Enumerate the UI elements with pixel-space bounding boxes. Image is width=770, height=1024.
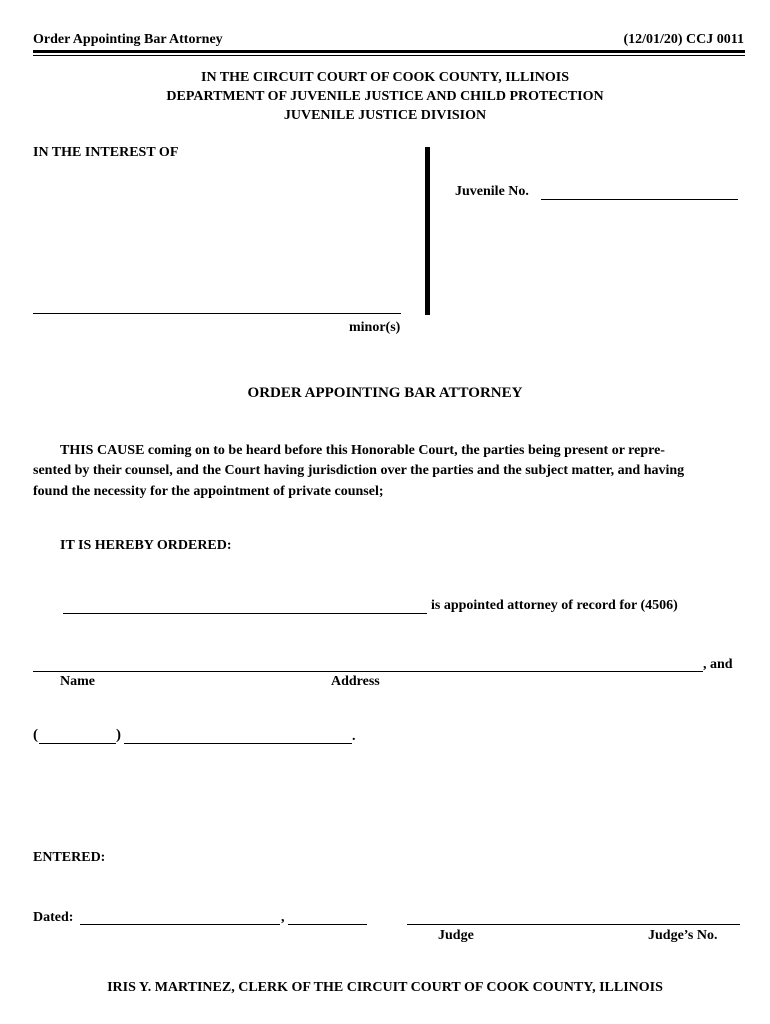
juvenile-no-label: Juvenile No. (455, 184, 529, 199)
hereby-ordered: IT IS HEREBY ORDERED: (60, 538, 232, 553)
court-division: JUVENILE JUSTICE DIVISION (283, 108, 487, 123)
area-code-field[interactable] (39, 727, 116, 744)
caption-divider (425, 147, 430, 315)
court-department: DEPARTMENT OF JUVENILE JUSTICE AND CHILD PROTECTION (166, 89, 604, 104)
interest-of-label: IN THE INTEREST OF (33, 145, 179, 160)
court-name: IN THE CIRCUIT COURT OF COOK COUNTY, ILLINOIS (201, 70, 569, 85)
form-title: Order Appointing Bar Attorney (33, 32, 223, 47)
judge-no-label: Judge’s No. (648, 928, 718, 943)
judge-signature-field[interactable] (407, 908, 740, 925)
and-text: , and (703, 657, 733, 672)
juvenile-no-field[interactable] (541, 183, 738, 200)
attorney-name-field[interactable] (63, 597, 427, 614)
phone-period: . (352, 729, 356, 744)
year-field[interactable] (288, 908, 367, 925)
order-title: ORDER APPOINTING BAR ATTORNEY (247, 385, 523, 401)
address-label: Address (331, 674, 380, 689)
date-comma: , (281, 910, 285, 925)
phone-paren-close: ) (116, 727, 121, 743)
minor-name-field[interactable] (33, 297, 401, 314)
phone-number-field[interactable] (124, 727, 352, 744)
header-rule-thin (33, 55, 745, 56)
form-code: (12/01/20) CCJ 0011 (623, 32, 744, 47)
minor-label: minor(s) (349, 320, 401, 335)
clerk-footer: IRIS Y. MARTINEZ, CLERK OF THE CIRCUIT COURT OF COOK COUNTY, ILLINOIS (107, 980, 663, 995)
name-label: Name (60, 674, 95, 689)
cause-line-1: THIS CAUSE coming on to be heard before this Honorable Court, the parties being present or repre- (60, 443, 665, 458)
cause-line-2: sented by their counsel, and the Court having jurisdiction over the parties and the subject matter, and having (33, 463, 685, 478)
dated-label: Dated: (33, 910, 74, 925)
date-field[interactable] (80, 908, 280, 925)
entered-label: ENTERED: (33, 850, 106, 865)
cause-line-3: found the necessity for the appointment of private counsel; (33, 484, 384, 499)
judge-label: Judge (438, 928, 474, 943)
phone-paren-open: ( (33, 727, 38, 743)
name-address-field[interactable] (33, 655, 703, 672)
appointed-text: is appointed attorney of record for (4506) (431, 598, 678, 613)
header-rule-thick (33, 50, 745, 53)
